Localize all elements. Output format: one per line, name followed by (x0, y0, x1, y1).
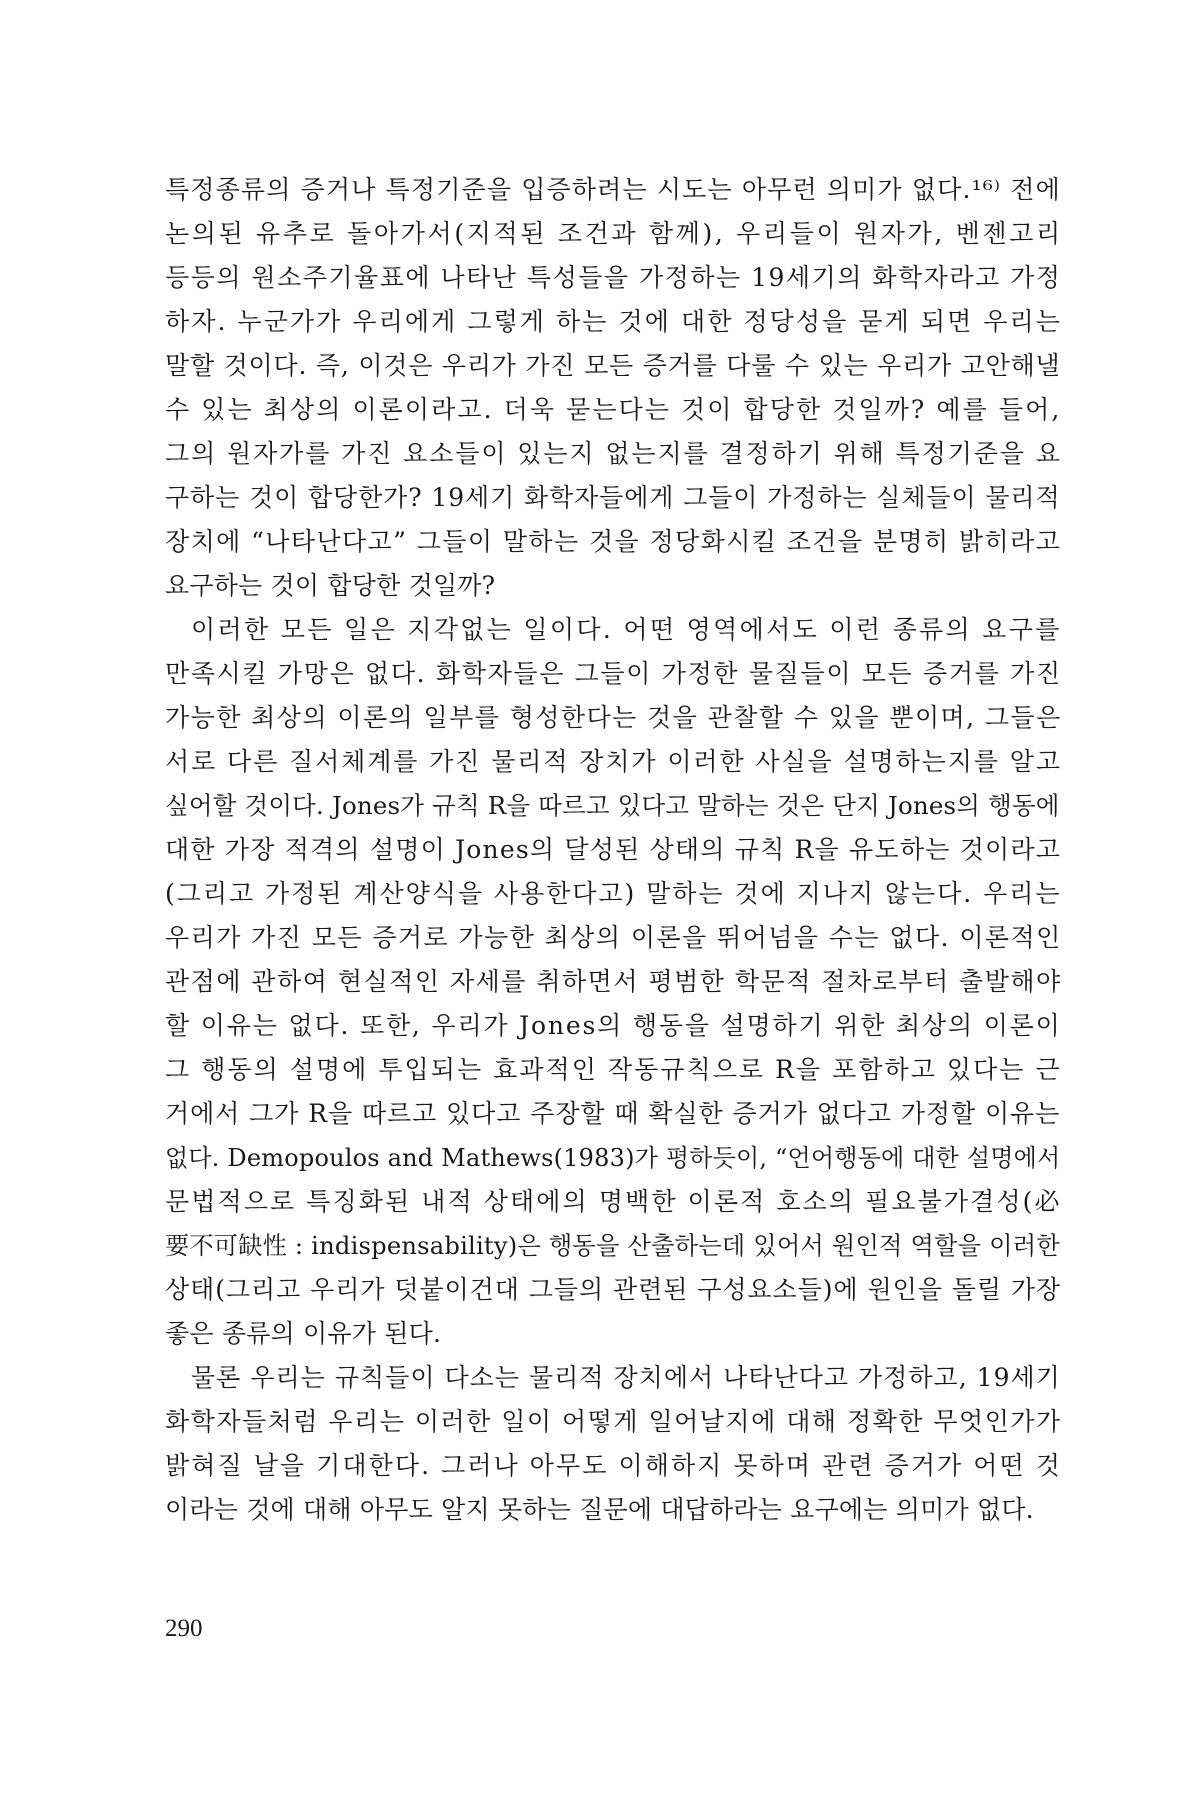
text-line: 싶어할 것이다. Jones가 규칙 R을 따르고 있다고 말하는 것은 단지 Jones의 행동에 (165, 791, 1060, 820)
text-line: 要不可缺性 : indispensability)은 행동을 산출하는데 있어서 원인적 역할을 이러한 (165, 1232, 1060, 1260)
text-line: 우리가 가진 모든 증거로 가능한 최상의 이론을 뛰어넘을 수는 없다. 이론적인 (165, 923, 1062, 952)
text-line: 없다. Demopoulos and Mathews(1983)가 평하듯이, “언어행동에 대한 설명에서 (165, 1144, 1061, 1172)
text-line: 물론 우리는 규칙들이 다소는 물리적 장치에서 나타난다고 가정하고, 19세기 (191, 1363, 1061, 1392)
text-line: 그의 원자가를 가진 요소들이 있는지 없는지를 결정하기 위해 특정기준을 요 (165, 439, 1062, 468)
text-line: 대한 가장 적격의 설명이 Jones의 달성된 상태의 규칙 R을 유도하는 것이라고 (165, 835, 1062, 864)
text-line: 이라는 것에 대해 아무도 알지 못하는 질문에 대답하라는 요구에는 의미가 없다. (165, 1495, 1034, 1524)
paragraph (165, 1356, 1060, 1532)
text-line: 하자. 누군가가 우리에게 그렇게 하는 것에 대한 정당성을 묻게 되면 우리는 (165, 307, 1062, 336)
paragraph (165, 168, 1063, 608)
text-line: (그리고 가정된 계산양식을 사용한다고) 말하는 것에 지나지 않는다. 우리는 (165, 879, 1062, 908)
text-line: 수 있는 최상의 이론이라고. 더욱 묻는다는 것이 합당한 것일까? 예를 들어, (165, 395, 1062, 424)
text-line: 특정종류의 증거나 특정기준을 입증하려는 시도는 아무런 의미가 없다.¹⁶⁾ 전에 (165, 175, 1061, 204)
body-text (165, 168, 1063, 1532)
page-number: 290 (165, 1615, 203, 1642)
text-line: 문법적으로 특징화된 내적 상태에의 명백한 이론적 호소의 필요불가결성(必 (165, 1187, 1062, 1216)
text-line: 할 이유는 없다. 또한, 우리가 Jones의 행동을 설명하기 위한 최상의 이론이 (165, 1011, 1062, 1040)
text-line: 말할 것이다. 즉, 이것은 우리가 가진 모든 증거를 다룰 수 있는 우리가 고안해낼 (165, 351, 1061, 380)
text-line: 관점에 관하여 현실적인 자세를 취하면서 평범한 학문적 절차로부터 출발해야 (165, 967, 1062, 996)
paragraph (165, 608, 1060, 1356)
text-line: 좋은 종류의 이유가 된다. (165, 1319, 442, 1348)
text-line: 화학자들처럼 우리는 이러한 일이 어떻게 일어날지에 대해 정확한 무엇인가가 (165, 1407, 1062, 1436)
text-line: 가능한 최상의 이론의 일부를 형성한다는 것을 관찰할 수 있을 뿐이며, 그들은 (165, 703, 1062, 732)
text-line: 거에서 그가 R을 따르고 있다고 주장할 때 확실한 증거가 없다고 가정할 이유는 (165, 1099, 1061, 1128)
text-line: 논의된 유추로 돌아가서(지적된 조건과 함께), 우리들이 원자가, 벤젠고리 (165, 219, 1063, 248)
text-line: 요구하는 것이 합당한 것일까? (165, 571, 496, 600)
text-line: 서로 다른 질서체계를 가진 물리적 장치가 이러한 사실을 설명하는지를 알고 (165, 747, 1062, 776)
text-line: 상태(그리고 우리가 덧붙이건대 그들의 관련된 구성요소들)에 원인을 돌릴 가장 (165, 1275, 1062, 1304)
text-line: 만족시킬 가망은 없다. 화학자들은 그들이 가정한 물질들이 모든 증거를 가진 (165, 659, 1062, 688)
text-line: 구하는 것이 합당한가? 19세기 화학자들에게 그들이 가정하는 실체들이 물리적 (165, 483, 1061, 512)
text-line: 그 행동의 설명에 투입되는 효과적인 작동규칙으로 R을 포함하고 있다는 근 (165, 1055, 1062, 1084)
text-line: 장치에 “나타난다고” 그들이 말하는 것을 정당화시킬 조건을 분명히 밝히라고 (165, 527, 1062, 556)
text-line: 밝혀질 날을 기대한다. 그러나 아무도 이해하지 못하며 관련 증거가 어떤 것 (165, 1451, 1062, 1480)
text-line: 등등의 원소주기율표에 나타난 특성들을 가정하는 19세기의 화학자라고 가정 (165, 263, 1062, 292)
text-line: 이러한 모든 일은 지각없는 일이다. 어떤 영역에서도 이런 종류의 요구를 (191, 615, 1062, 644)
